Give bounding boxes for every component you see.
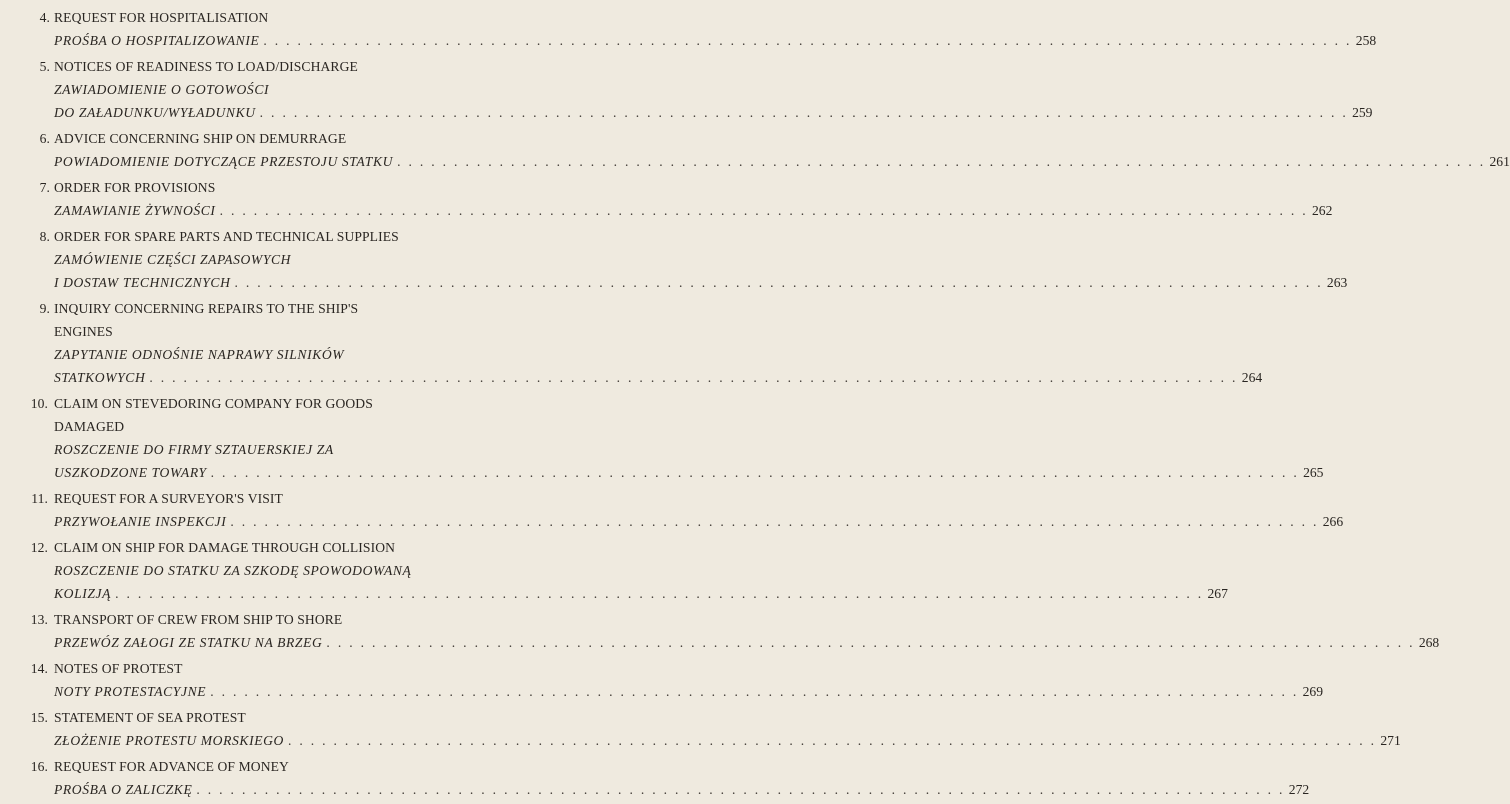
toc-entry-title-pl-line xyxy=(0,582,1228,605)
toc-entry-page-number: 268 xyxy=(1418,635,1440,650)
toc-entry-title-line xyxy=(0,55,500,78)
toc-entry-page-number: 263 xyxy=(1326,275,1348,290)
toc-entry-title-en: ENGINES xyxy=(54,324,113,339)
toc-entry-number: 6. xyxy=(39,131,50,146)
dot-leader: . . . . . . . . . . . . . . . . . . . . . . . . . . . . . . . . . . . . . . . . . . . . . . . . . . . . . . . . . . . . . . . . . . . . . . . . . . . . . . . . . . . . . . . . . . . . . . . . xyxy=(115,586,1204,601)
toc-entry-title-line xyxy=(0,415,500,438)
toc-entry-title-pl: I DOSTAW TECHNICZNYCH xyxy=(54,275,231,290)
toc-entry-title-en: INQUIRY CONCERNING REPAIRS TO THE SHIP'S xyxy=(54,301,359,316)
dot-leader: . . . . . . . . . . . . . . . . . . . . . . . . . . . . . . . . . . . . . . . . . . . . . . . . . . . . . . . . . . . . . . . . . . . . . . . . . . . . . . . . . . . . . . . . . . . . . . . . xyxy=(234,275,1323,290)
toc-entry xyxy=(0,297,1263,389)
toc-entry-number: 11. xyxy=(31,491,48,506)
toc-entry-title-pl: NOTY PROTESTACYJNE xyxy=(54,684,207,699)
toc-entry-title-pl: STATKOWYCH xyxy=(54,370,146,385)
toc-entry-title-pl: DO ZAŁADUNKU/WYŁADUNKU xyxy=(54,105,256,120)
toc-entry-title-pl-line xyxy=(0,778,1310,801)
toc-entry xyxy=(0,608,1440,654)
toc-entry-page-number: 264 xyxy=(1241,370,1263,385)
toc-entry-page-number: 271 xyxy=(1380,733,1401,748)
toc-entry-title-en: NOTES OF PROTEST xyxy=(54,661,183,676)
toc-entry-number: 13. xyxy=(30,612,48,627)
toc-entry-title-pl-line xyxy=(0,101,1373,124)
toc-entry-title-pl: ZAWIADOMIENIE O GOTOWOŚCI xyxy=(54,82,270,97)
toc-entry xyxy=(0,657,1323,703)
toc-entry-title-pl-line xyxy=(0,366,1263,389)
toc-entry-number: 8. xyxy=(39,229,50,244)
toc-entry-number: 15. xyxy=(30,710,48,725)
toc-entry xyxy=(0,706,1401,752)
toc-entry xyxy=(0,176,1333,222)
toc-entry-title-pl: ZŁOŻENIE PROTESTU MORSKIEGO xyxy=(54,733,284,748)
toc-entry-title-pl-line xyxy=(0,680,1323,703)
toc-entry-title-pl-line xyxy=(0,631,1440,654)
toc-entry-title-pl: PRZYWOŁANIE INSPEKCJI xyxy=(54,514,227,529)
toc-entry xyxy=(0,487,1344,533)
toc-entry-title-line xyxy=(0,608,500,631)
toc-entry-number: 4. xyxy=(39,10,50,25)
dot-leader: . . . . . . . . . . . . . . . . . . . . . . . . . . . . . . . . . . . . . . . . . . . . . . . . . . . . . . . . . . . . . . . . . . . . . . . . . . . . . . . . . . . . . . . . . . . . . . . . xyxy=(196,782,1285,797)
toc-entry-title-pl: ZAMÓWIENIE CZĘŚCI ZAPASOWYCH xyxy=(54,252,292,267)
toc-entry xyxy=(0,536,1228,605)
toc-entry-page-number: 272 xyxy=(1288,782,1310,797)
toc-entry xyxy=(0,225,1348,294)
dot-leader: . . . . . . . . . . . . . . . . . . . . . . . . . . . . . . . . . . . . . . . . . . . . . . . . . . . . . . . . . . . . . . . . . . . . . . . . . . . . . . . . . . . . . . . . . . . . . . . . xyxy=(287,733,1377,748)
toc-entry-title-pl: ROSZCZENIE DO FIRMY SZTAUERSKIEJ ZA xyxy=(54,442,334,457)
toc-entry-number: 14. xyxy=(30,661,48,676)
toc-entry-title-en: REQUEST FOR HOSPITALISATION xyxy=(54,10,269,25)
toc-entry xyxy=(0,55,1373,124)
toc-entry-page-number: 265 xyxy=(1303,465,1324,480)
toc-entry-title-line xyxy=(0,320,500,343)
dot-leader: . . . . . . . . . . . . . . . . . . . . . . . . . . . . . . . . . . . . . . . . . . . . . . . . . . . . . . . . . . . . . . . . . . . . . . . . . . . . . . . . . . . . . . . . . . . . . . . . xyxy=(326,635,1415,650)
toc-entry-title-line xyxy=(0,487,500,510)
toc-entry-title-pl: ZAMAWIANIE ŻYWNOŚCI xyxy=(54,203,216,218)
toc-entry-page-number: 262 xyxy=(1311,203,1333,218)
toc-entry-title-en: REQUEST FOR ADVANCE OF MONEY xyxy=(54,759,289,774)
toc-entry-title-pl: PROŚBA O HOSPITALIZOWANIE xyxy=(54,33,260,48)
toc-entry-title-en: STATEMENT OF SEA PROTEST xyxy=(54,710,246,725)
toc-entry-title-pl-line xyxy=(0,150,1510,173)
toc-entry-title-pl-line xyxy=(0,729,1401,752)
toc-entry-title-pl: PROŚBA O ZALICZKĘ xyxy=(54,782,193,797)
toc-entry-title-pl: ROSZCZENIE DO STATKU ZA SZKODĘ SPOWODOWANĄ xyxy=(54,563,412,578)
toc-entry-title-line xyxy=(0,755,500,778)
toc-entry-title-en: NOTICES OF READINESS TO LOAD/DISCHARGE xyxy=(54,59,358,74)
toc-entry-title-line xyxy=(0,536,500,559)
toc-entry-title-en: DAMAGED xyxy=(54,419,125,434)
toc-entry-title-en: REQUEST FOR A SURVEYOR'S VISIT xyxy=(54,491,283,506)
toc-entry-title-pl-line xyxy=(0,559,500,582)
dot-leader: . . . . . . . . . . . . . . . . . . . . . . . . . . . . . . . . . . . . . . . . . . . . . . . . . . . . . . . . . . . . . . . . . . . . . . . . . . . . . . . . . . . . . . . . . . . . . . . . xyxy=(210,684,1299,699)
toc-entry-title-line xyxy=(0,657,500,680)
toc-entry xyxy=(0,392,1324,484)
toc-entry-title-pl: POWIADOMIENIE DOTYCZĄCE PRZESTOJU STATKU xyxy=(54,154,394,169)
toc-entry-page-number: 267 xyxy=(1207,586,1228,601)
toc-entry-title-pl-line xyxy=(0,248,500,271)
toc-entry-title-pl: USZKODZONE TOWARY xyxy=(54,465,207,480)
toc-entry xyxy=(0,6,1377,52)
toc-entry xyxy=(0,755,1310,801)
toc-entry-title-line xyxy=(0,225,500,248)
toc-entry-number: 16. xyxy=(30,759,48,774)
toc-entry-number: 5. xyxy=(39,59,50,74)
toc-entry-title-pl-line xyxy=(0,461,1324,484)
toc-entry-title-line xyxy=(0,127,500,150)
dot-leader: . . . . . . . . . . . . . . . . . . . . . . . . . . . . . . . . . . . . . . . . . . . . . . . . . . . . . . . . . . . . . . . . . . . . . . . . . . . . . . . . . . . . . . . . . . . . . . . . xyxy=(219,203,1308,218)
toc-entry-page-number: 269 xyxy=(1302,684,1323,699)
dot-leader: . . . . . . . . . . . . . . . . . . . . . . . . . . . . . . . . . . . . . . . . . . . . . . . . . . . . . . . . . . . . . . . . . . . . . . . . . . . . . . . . . . . . . . . . . . . . . . . . xyxy=(149,370,1238,385)
toc-entry-title-pl: KOLIZJĄ xyxy=(54,586,112,601)
toc-entry-number: 12. xyxy=(30,540,48,555)
toc-entry-title-en: ADVICE CONCERNING SHIP ON DEMURRAGE xyxy=(54,131,347,146)
toc-entry-title-pl-line xyxy=(0,199,1333,222)
toc-entry-title-en: CLAIM ON SHIP FOR DAMAGE THROUGH COLLISION xyxy=(54,540,396,555)
dot-leader: . . . . . . . . . . . . . . . . . . . . . . . . . . . . . . . . . . . . . . . . . . . . . . . . . . . . . . . . . . . . . . . . . . . . . . . . . . . . . . . . . . . . . . . . . . . . . . . . xyxy=(397,154,1486,169)
toc-entry-title-line xyxy=(0,706,500,729)
toc-entry-title-line xyxy=(0,6,500,29)
toc-entry-title-pl: PRZEWÓZ ZAŁOGI ZE STATKU NA BRZEG xyxy=(54,635,323,650)
toc-entry-title-line xyxy=(0,297,500,320)
toc-entry-title-pl-line xyxy=(0,78,500,101)
toc-entry-title-pl-line xyxy=(0,271,1348,294)
toc-entry-page-number: 261 xyxy=(1489,154,1510,169)
toc-entry-title-pl-line xyxy=(0,343,500,366)
toc-entry-title-pl-line xyxy=(0,438,500,461)
dot-leader: . . . . . . . . . . . . . . . . . . . . . . . . . . . . . . . . . . . . . . . . . . . . . . . . . . . . . . . . . . . . . . . . . . . . . . . . . . . . . . . . . . . . . . . . . . . . . . . . xyxy=(230,514,1319,529)
dot-leader: . . . . . . . . . . . . . . . . . . . . . . . . . . . . . . . . . . . . . . . . . . . . . . . . . . . . . . . . . . . . . . . . . . . . . . . . . . . . . . . . . . . . . . . . . . . . . . . . xyxy=(259,105,1349,120)
toc-entry-title-en: CLAIM ON STEVEDORING COMPANY FOR GOODS xyxy=(54,396,373,411)
dot-leader: . . . . . . . . . . . . . . . . . . . . . . . . . . . . . . . . . . . . . . . . . . . . . . . . . . . . . . . . . . . . . . . . . . . . . . . . . . . . . . . . . . . . . . . . . . . . . . . . xyxy=(263,33,1352,48)
toc-entry-title-en: ORDER FOR SPARE PARTS AND TECHNICAL SUPPLIES xyxy=(54,229,399,244)
toc-entry-number: 9. xyxy=(39,301,50,316)
toc-entry-title-pl: ZAPYTANIE ODNOŚNIE NAPRAWY SILNIKÓW xyxy=(54,347,345,362)
dot-leader: . . . . . . . . . . . . . . . . . . . . . . . . . . . . . . . . . . . . . . . . . . . . . . . . . . . . . . . . . . . . . . . . . . . . . . . . . . . . . . . . . . . . . . . . . . . . . . . . xyxy=(210,465,1300,480)
toc-entry-page-number: 259 xyxy=(1352,105,1373,120)
toc-entry-page-number: 266 xyxy=(1322,514,1344,529)
toc-entry-title-en: TRANSPORT OF CREW FROM SHIP TO SHORE xyxy=(54,612,343,627)
toc-entry-page-number: 258 xyxy=(1355,33,1377,48)
toc-entry-number: 10. xyxy=(30,396,48,411)
toc-entry-title-line xyxy=(0,392,500,415)
toc-entry-title-line xyxy=(0,176,500,199)
table-of-contents xyxy=(0,6,1510,804)
toc-entry-title-pl-line xyxy=(0,510,1344,533)
toc-entry-number: 7. xyxy=(39,180,50,195)
toc-entry xyxy=(0,127,1510,173)
toc-entry-title-en: ORDER FOR PROVISIONS xyxy=(54,180,216,195)
toc-entry-title-pl-line xyxy=(0,29,1377,52)
